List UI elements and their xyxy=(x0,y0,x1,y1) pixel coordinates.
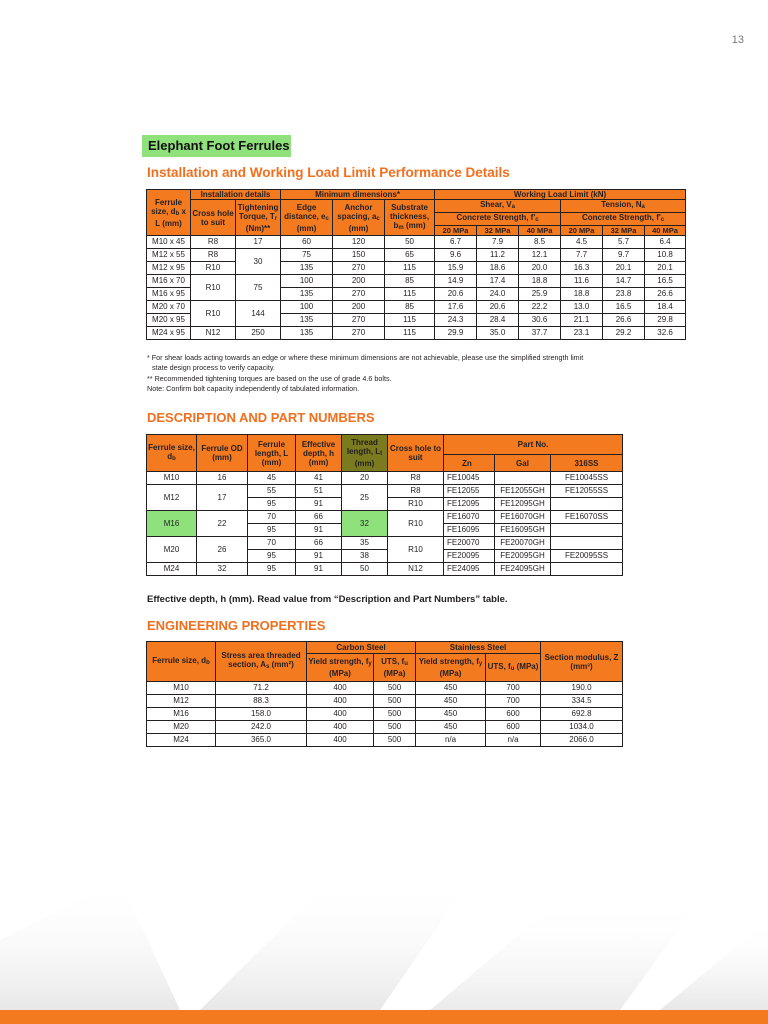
cell: 88.3 xyxy=(216,695,307,708)
cell: 4.5 xyxy=(561,236,603,249)
page-number: 13 xyxy=(731,34,744,46)
cell: 37.7 xyxy=(519,327,561,340)
cell: R8 xyxy=(388,472,444,485)
cell: 66 xyxy=(296,537,342,550)
col-cross-hole: Cross hole to suit xyxy=(388,435,444,472)
cell: 450 xyxy=(416,708,486,721)
cell: 91 xyxy=(296,524,342,537)
cell: 200 xyxy=(333,275,385,288)
cell: 16.3 xyxy=(561,262,603,275)
cell: 30.6 xyxy=(519,314,561,327)
cell: 17.6 xyxy=(435,301,477,314)
cell: 500 xyxy=(374,721,416,734)
cell: M10 xyxy=(147,682,216,695)
cell: 22 xyxy=(197,511,248,537)
cell: 71.2 xyxy=(216,682,307,695)
cell: 135 xyxy=(281,327,333,340)
col-carbon-steel: Carbon Steel xyxy=(307,642,416,654)
cell: 55 xyxy=(248,485,296,498)
cell: 23.1 xyxy=(561,327,603,340)
cell: M20 x 95 xyxy=(147,314,191,327)
cell: 120 xyxy=(333,236,385,249)
cell: 17.4 xyxy=(477,275,519,288)
cell: 200 xyxy=(333,301,385,314)
cell: 150 xyxy=(333,249,385,262)
cell: M12 xyxy=(147,695,216,708)
col-substrate: Substrate thickness, $b_m$ (mm) xyxy=(385,200,435,236)
cell: 24.0 xyxy=(477,288,519,301)
cell: 144 xyxy=(236,301,281,327)
cell: 270 xyxy=(333,327,385,340)
cell: 91 xyxy=(296,563,342,576)
cell: 6.4 xyxy=(645,236,686,249)
effective-depth-note: Effective depth, h (mm). Read value from “Description and Part Numbers” table. xyxy=(147,594,508,605)
note-line: ** Recommended tightening torques are based on the use of grade 4.6 bolts. xyxy=(147,373,392,383)
cell: FE10045 xyxy=(444,472,495,485)
cell: M12 x 95 xyxy=(147,262,191,275)
cell: FE16095GH xyxy=(495,524,551,537)
cell: 32.6 xyxy=(645,327,686,340)
cell: R10 xyxy=(388,511,444,537)
cell: R8 xyxy=(388,485,444,498)
cell: 700 xyxy=(486,695,541,708)
cell: R8 xyxy=(191,236,236,249)
col-stainless-steel: Stainless Steel xyxy=(416,642,541,654)
cell: 450 xyxy=(416,695,486,708)
cell: 115 xyxy=(385,327,435,340)
cell: 50 xyxy=(342,563,388,576)
cell: FE24095GH xyxy=(495,563,551,576)
cell: 35 xyxy=(342,537,388,550)
cell: 20.6 xyxy=(435,288,477,301)
cell: 250 xyxy=(236,327,281,340)
cell: M20 x 70 xyxy=(147,301,191,314)
cell: M12 xyxy=(147,485,197,511)
cell: 75 xyxy=(281,249,333,262)
cell: 400 xyxy=(307,734,374,747)
section3-heading: ENGINEERING PROPERTIES xyxy=(147,618,326,633)
cell: 270 xyxy=(333,262,385,275)
cell: R10 xyxy=(388,537,444,563)
cell: 500 xyxy=(374,682,416,695)
cell: M24 xyxy=(147,734,216,747)
cell: 400 xyxy=(307,695,374,708)
note-line: * For shear loads acting towards an edge or where these minimum dimensions are not achievable, please use the simplified strength limit xyxy=(147,353,584,362)
cell: M24 xyxy=(147,563,197,576)
cell: 29.2 xyxy=(603,327,645,340)
cell: 270 xyxy=(333,314,385,327)
cell: M16 xyxy=(147,708,216,721)
col-installation-details: Installation details xyxy=(191,190,281,200)
cell: 11.2 xyxy=(477,249,519,262)
cell: FE16070SS xyxy=(551,511,623,524)
cell: FE16070GH xyxy=(495,511,551,524)
cell: 500 xyxy=(374,695,416,708)
cell: 500 xyxy=(374,708,416,721)
cell: N12 xyxy=(191,327,236,340)
cell: 20 xyxy=(342,472,388,485)
cell: FE16070 xyxy=(444,511,495,524)
cell: 115 xyxy=(385,262,435,275)
cell: FE12095 xyxy=(444,498,495,511)
cell: 11.6 xyxy=(561,275,603,288)
cell: R10 xyxy=(191,301,236,327)
cell: M24 x 95 xyxy=(147,327,191,340)
cell: 51 xyxy=(296,485,342,498)
cell: 29.8 xyxy=(645,314,686,327)
cell: 20.1 xyxy=(603,262,645,275)
cell: 158.0 xyxy=(216,708,307,721)
note-line: Note: Confirm bolt capacity independently of tabulated information. xyxy=(147,384,360,394)
cell: n/a xyxy=(486,734,541,747)
cell: 13.0 xyxy=(561,301,603,314)
cell: M20 xyxy=(147,721,216,734)
cell: 7.7 xyxy=(561,249,603,262)
cell: 29.9 xyxy=(435,327,477,340)
col-size: Ferrule size, $d_b$ xyxy=(147,642,216,682)
col-minimum-dimensions: Minimum dimensions* xyxy=(281,190,435,200)
col-stress-area: Stress area threaded section, $A_s$ (mm²) xyxy=(216,642,307,682)
cell: 91 xyxy=(296,550,342,563)
cell: 115 xyxy=(385,314,435,327)
cell: 135 xyxy=(281,288,333,301)
cell: M16 xyxy=(147,511,197,537)
cell: 115 xyxy=(385,288,435,301)
cell: FE20070 xyxy=(444,537,495,550)
col-section-modulus: Section modulus, Z (mm³) xyxy=(541,642,623,682)
cell: 95 xyxy=(248,550,296,563)
cell: 26 xyxy=(197,537,248,563)
col-mpa: 20 MPa xyxy=(561,226,603,236)
cell: n/a xyxy=(416,734,486,747)
section2-heading: DESCRIPTION AND PART NUMBERS xyxy=(147,410,375,425)
cell: N12 xyxy=(388,563,444,576)
cell: R8 xyxy=(191,249,236,262)
cell: 9.6 xyxy=(435,249,477,262)
cell: 38 xyxy=(342,550,388,563)
cell: 75 xyxy=(236,275,281,301)
col-yield: Yield strength, $f_y$ (MPa) xyxy=(307,654,374,682)
cell: M10 x 45 xyxy=(147,236,191,249)
cell: 450 xyxy=(416,721,486,734)
col-effective-depth: Effective depth, h (mm) xyxy=(296,435,342,472)
col-concrete-tension: Concrete Strength, $f'_c$ xyxy=(561,213,686,226)
col-od: Ferrule OD (mm) xyxy=(197,435,248,472)
cell: 600 xyxy=(486,708,541,721)
col-mpa: 32 MPa xyxy=(477,226,519,236)
cell: 190.0 xyxy=(541,682,623,695)
cell: 26.6 xyxy=(603,314,645,327)
col-cross-hole: Cross hole to suit xyxy=(191,200,236,236)
cell: 65 xyxy=(385,249,435,262)
cell: FE12055SS xyxy=(551,485,623,498)
col-mpa: 32 MPa xyxy=(603,226,645,236)
footer-bar xyxy=(0,1010,768,1024)
cell: 15.9 xyxy=(435,262,477,275)
cell: 270 xyxy=(333,288,385,301)
cell: 450 xyxy=(416,682,486,695)
cell: 95 xyxy=(248,498,296,511)
cell: M10 xyxy=(147,472,197,485)
cell: 16 xyxy=(197,472,248,485)
col-yield: Yield strength, $f_y$ (MPa) xyxy=(416,654,486,682)
cell: 16.5 xyxy=(645,275,686,288)
cell: 26.6 xyxy=(645,288,686,301)
cell: 365.0 xyxy=(216,734,307,747)
cell: 400 xyxy=(307,721,374,734)
cell: 12.1 xyxy=(519,249,561,262)
cell: FE20095GH xyxy=(495,550,551,563)
cell: 8.5 xyxy=(519,236,561,249)
cell: FE12055 xyxy=(444,485,495,498)
cell: 25 xyxy=(342,485,388,511)
cell: 66 xyxy=(296,511,342,524)
cell: 700 xyxy=(486,682,541,695)
cell: 18.8 xyxy=(561,288,603,301)
cell: 45 xyxy=(248,472,296,485)
col-part-no: Part No. xyxy=(444,435,623,455)
section1-heading: Installation and Working Load Limit Performance Details xyxy=(147,165,510,180)
cell: 50 xyxy=(385,236,435,249)
cell: FE24095 xyxy=(444,563,495,576)
cell: 500 xyxy=(374,734,416,747)
col-thread-length: Thread length, $L_t$ (mm) xyxy=(342,435,388,472)
cell: 28.4 xyxy=(477,314,519,327)
cell: FE20095SS xyxy=(551,550,623,563)
cell: 32 xyxy=(342,511,388,537)
col-tension: Tension, $N_a$ xyxy=(561,200,686,213)
col-torque: Tightening Torque, $T_r$ (Nm)** xyxy=(236,200,281,236)
cell: 24.3 xyxy=(435,314,477,327)
cell: 6.7 xyxy=(435,236,477,249)
cell: 7.9 xyxy=(477,236,519,249)
col-concrete-shear: Concrete Strength, $f'_c$ xyxy=(435,213,561,226)
col-uts: UTS, $f_u$ (MPa) xyxy=(486,654,541,682)
cell: 85 xyxy=(385,275,435,288)
col-mpa: 40 MPa xyxy=(645,226,686,236)
cell: M16 x 95 xyxy=(147,288,191,301)
cell: 14.9 xyxy=(435,275,477,288)
cell: 1034.0 xyxy=(541,721,623,734)
cell: FE12095GH xyxy=(495,498,551,511)
note-line: state design process to verify capacity. xyxy=(152,363,275,373)
cell: 9.7 xyxy=(603,249,645,262)
col-anchor: Anchor spacing, $a_c$ (mm) xyxy=(333,200,385,236)
cell: M12 x 55 xyxy=(147,249,191,262)
col-mpa: 20 MPa xyxy=(435,226,477,236)
col-uts: UTS, $f_u$ (MPa) xyxy=(374,654,416,682)
cell: 20.0 xyxy=(519,262,561,275)
cell: 692.8 xyxy=(541,708,623,721)
col-ferrule-size: Ferrule size, $d_b$ x L (mm) xyxy=(147,190,191,236)
cell: R10 xyxy=(388,498,444,511)
col-zn: Zn xyxy=(444,455,495,472)
col-length: Ferrule length, L (mm) xyxy=(248,435,296,472)
cell: M16 x 70 xyxy=(147,275,191,288)
cell: FE10045SS xyxy=(551,472,623,485)
cell: 18.6 xyxy=(477,262,519,275)
cell: 30 xyxy=(236,249,281,275)
col-working-load-limit: Working Load Limit (kN) xyxy=(435,190,686,200)
cell: 70 xyxy=(248,537,296,550)
cell: M20 xyxy=(147,537,197,563)
cell: 17 xyxy=(236,236,281,249)
cell: 85 xyxy=(385,301,435,314)
cell: 600 xyxy=(486,721,541,734)
col-gal: Gal xyxy=(495,455,551,472)
cell: 400 xyxy=(307,708,374,721)
cell: 41 xyxy=(296,472,342,485)
cell: 91 xyxy=(296,498,342,511)
cell: 135 xyxy=(281,314,333,327)
cell: 16.5 xyxy=(603,301,645,314)
cell: 95 xyxy=(248,563,296,576)
cell: 23.8 xyxy=(603,288,645,301)
cell: 20.1 xyxy=(645,262,686,275)
cell: 22.2 xyxy=(519,301,561,314)
cell: 334.5 xyxy=(541,695,623,708)
cell: FE20070GH xyxy=(495,537,551,550)
cell: FE12055GH xyxy=(495,485,551,498)
cell: 10.8 xyxy=(645,249,686,262)
cell: 100 xyxy=(281,275,333,288)
cell: 2066.0 xyxy=(541,734,623,747)
cell: 18.4 xyxy=(645,301,686,314)
cell: 60 xyxy=(281,236,333,249)
col-mpa: 40 MPa xyxy=(519,226,561,236)
page-title: Elephant Foot Ferrules xyxy=(142,135,291,157)
cell: 32 xyxy=(197,563,248,576)
cell: 242.0 xyxy=(216,721,307,734)
col-edge: Edge distance, $e_c$ (mm) xyxy=(281,200,333,236)
cell: 135 xyxy=(281,262,333,275)
col-shear: Shear, $V_a$ xyxy=(435,200,561,213)
cell: 70 xyxy=(248,511,296,524)
col-316ss: 316SS xyxy=(551,455,623,472)
cell: 400 xyxy=(307,682,374,695)
cell: R10 xyxy=(191,275,236,301)
cell: 18.8 xyxy=(519,275,561,288)
cell: 95 xyxy=(248,524,296,537)
cell: 21.1 xyxy=(561,314,603,327)
col-size: Ferrule size, $d_b$ xyxy=(147,435,197,472)
cell: 5.7 xyxy=(603,236,645,249)
cell: 100 xyxy=(281,301,333,314)
cell: 17 xyxy=(197,485,248,511)
cell: R10 xyxy=(191,262,236,275)
cell: 25.9 xyxy=(519,288,561,301)
cell: FE16095 xyxy=(444,524,495,537)
cell: FE20095 xyxy=(444,550,495,563)
cell: 14.7 xyxy=(603,275,645,288)
cell: 35.0 xyxy=(477,327,519,340)
cell: 20.6 xyxy=(477,301,519,314)
